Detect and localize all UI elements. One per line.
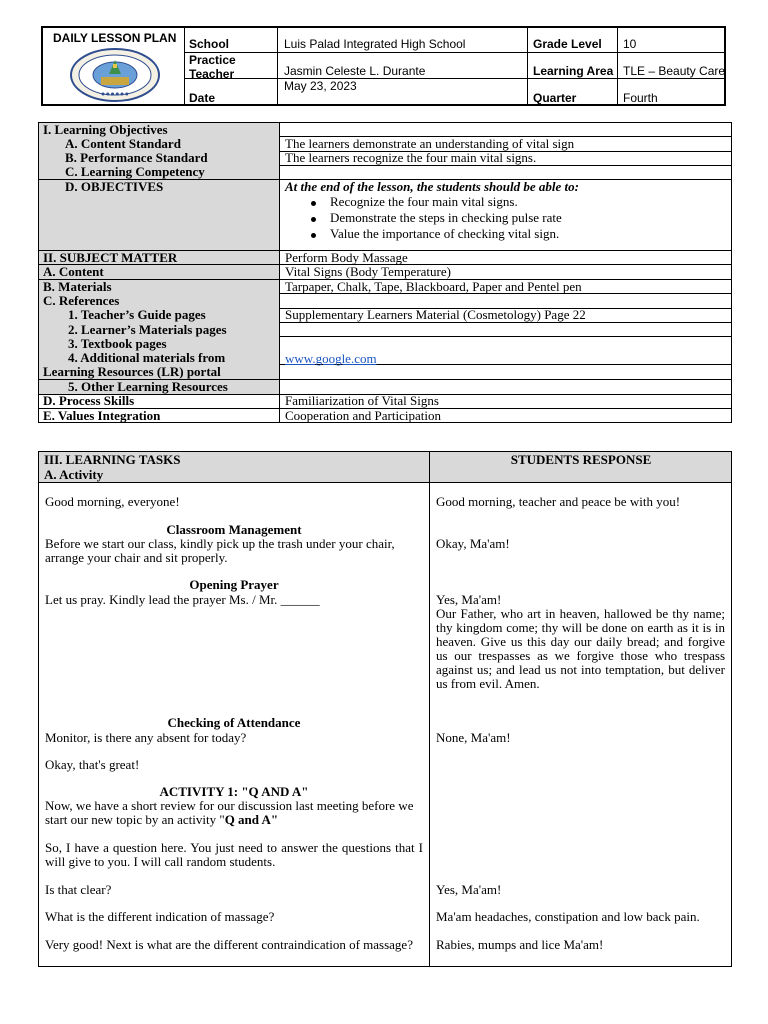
prayer-response-text: Our Father, who art in heaven, hallowed be thy name; thy kingdom come; thy will be done on earth as it is in heaven. Give us this day our daily bread; and forgive us our trespasses as we forgive those who trespass against us; and lead us not into temptation, but deliver us from evil. Amen. [436, 606, 725, 691]
references-label: C. References [43, 293, 120, 308]
objectives-table [38, 122, 732, 423]
activity-1-heading: ACTIVITY 1: "Q AND A" [159, 784, 309, 799]
objective-item-3: Value the importance of checking vital sign. [330, 226, 560, 241]
svg-text:● ● ● ● ● ●: ● ● ● ● ● ● [101, 91, 129, 96]
teacher-value: Jasmin Celeste L. Durante [284, 64, 426, 78]
clear-question-text: Is that clear? [45, 882, 112, 897]
objectives-intro: At the end of the lesson, the students should be able to: [285, 179, 579, 194]
date-label: Date [189, 91, 216, 105]
classroom-management-response: Okay, Ma'am! [436, 536, 510, 551]
content-standard-value: The learners demonstrate an understanding of vital sign [285, 136, 575, 151]
materials-label: B. Materials [43, 279, 112, 294]
document-title: DAILY LESSON PLAN [53, 31, 177, 45]
teacher-label-line1: Practice [189, 53, 236, 67]
materials-value: Tarpaper, Chalk, Tape, Blackboard, Paper and Pentel pen [285, 279, 582, 294]
bullet-icon [311, 201, 316, 206]
indication-response: Ma'am headaches, constipation and low back pain. [436, 909, 700, 924]
additional-materials-label-line2: Learning Resources (LR) portal [43, 364, 221, 379]
school-seal-logo-icon [68, 48, 163, 103]
classroom-management-text: Before we start our class, kindly pick up the trash under your chair, arrange your chair and sit properly. [45, 536, 395, 565]
bullet-icon [311, 233, 316, 238]
greeting-text: Good morning, everyone! [45, 494, 180, 509]
objective-item-2: Demonstrate the steps in checking pulse rate [330, 210, 562, 225]
activity-subheading: A. Activity [44, 467, 104, 482]
teachers-guide-value: Supplementary Learners Material (Cosmetology) Page 22 [285, 307, 586, 322]
date-value: May 23, 2023 [284, 79, 357, 93]
learning-area-value: TLE – Beauty Care [623, 64, 726, 78]
learning-objectives-heading: I. Learning Objectives [43, 122, 168, 137]
greeting-response: Good morning, teacher and peace be with you! [436, 494, 681, 509]
process-skills-label: D. Process Skills [43, 393, 135, 408]
activity-1-instructions: Now, we have a short review for our discussion last meeting before we start our new topic by an activity "Q and A" [45, 798, 414, 827]
learning-tasks-heading: III. LEARNING TASKS [44, 452, 181, 467]
values-integration-value: Cooperation and Participation [285, 408, 441, 423]
students-response-heading: STUDENTS RESPONSE [510, 452, 652, 467]
content-value: Vital Signs (Body Temperature) [285, 264, 451, 279]
attendance-response: None, Ma'am! [436, 730, 511, 745]
objective-item-1: Recognize the four main vital signs. [330, 194, 518, 209]
grade-level-value: 10 [623, 37, 637, 51]
opening-prayer-heading: Opening Prayer [189, 577, 279, 592]
performance-standard-value: The learners recognize the four main vital signs. [285, 150, 537, 165]
opening-prayer-text: Let us pray. Kindly lead the prayer Ms. / Mr. ______ [45, 592, 320, 607]
additional-materials-link[interactable]: www.google.com [285, 351, 377, 366]
contraindication-response: Rabies, mumps and lice Ma'am! [436, 937, 604, 952]
textbook-pages-label: 3. Textbook pages [68, 336, 167, 351]
indication-question-text: What is the different indication of massage? [45, 909, 275, 924]
classroom-management-heading: Classroom Management [166, 522, 302, 537]
attendance-followup-text: Okay, that's great! [45, 757, 140, 772]
teacher-label-line2: Teacher [189, 67, 235, 81]
quarter-label: Quarter [533, 91, 577, 105]
learning-area-label: Learning Area [533, 64, 614, 78]
grade-level-label: Grade Level [533, 37, 602, 51]
activity-1-explanation: So, I have a question here. You just need to answer the questions that I will give to you. I will call random students. [45, 840, 423, 869]
process-skills-value: Familiarization of Vital Signs [285, 393, 439, 408]
attendance-heading: Checking of Attendance [167, 715, 301, 730]
subject-matter-heading: II. SUBJECT MATTER [43, 250, 178, 265]
objectives-label: D. OBJECTIVES [65, 179, 164, 194]
content-standard-label: A. Content Standard [65, 136, 181, 151]
learners-materials-label: 2. Learner’s Materials pages [68, 322, 227, 337]
attendance-text: Monitor, is there any absent for today? [45, 730, 247, 745]
values-integration-label: E. Values Integration [43, 408, 161, 423]
prayer-response-yes: Yes, Ma'am! [436, 592, 502, 607]
contraindication-question-text: Very good! Next is what are the different contraindication of massage? [45, 937, 413, 952]
school-value: Luis Palad Integrated High School [284, 37, 466, 51]
school-label: School [189, 37, 230, 51]
subject-matter-value: Perform Body Massage [285, 250, 408, 265]
other-resources-label: 5. Other Learning Resources [68, 379, 228, 394]
teachers-guide-label: 1. Teacher’s Guide pages [68, 307, 206, 322]
additional-materials-label-line1: 4. Additional materials from [68, 350, 226, 365]
bullet-icon [311, 217, 316, 222]
lesson-plan-header [41, 26, 726, 106]
learning-competency-label: C. Learning Competency [65, 164, 205, 179]
performance-standard-label: B. Performance Standard [65, 150, 208, 165]
learning-tasks-table [38, 451, 732, 967]
quarter-value: Fourth [623, 91, 658, 105]
content-label: A. Content [43, 264, 104, 279]
clear-response: Yes, Ma'am! [436, 882, 502, 897]
